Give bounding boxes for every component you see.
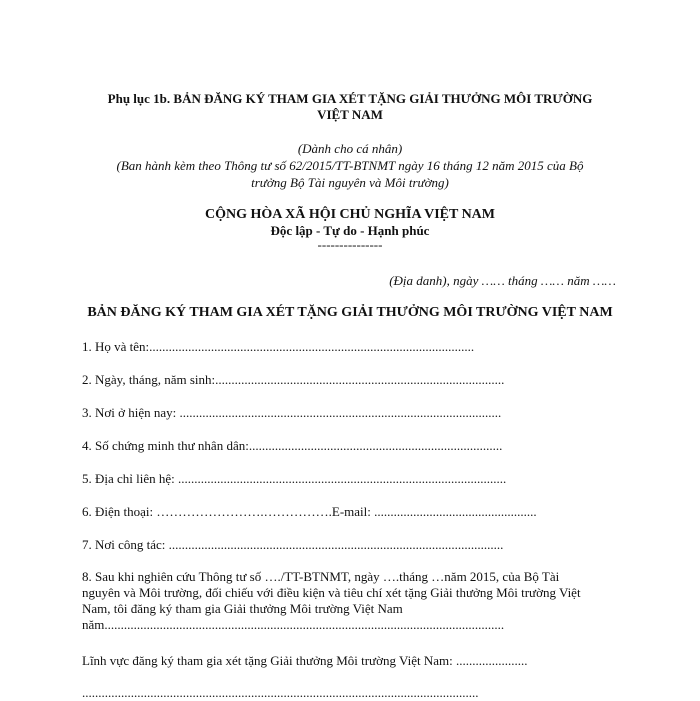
field-8-line3: Nam, tôi đăng ký tham gia Giải thưởng Môi trường Việt Nam [82, 601, 403, 616]
motto-divider: --------------- [317, 237, 383, 252]
issued-note-line2: trưởng Bộ Tài nguyên và Môi trường) [251, 175, 449, 190]
field-workplace: 7. Nơi công tác: ....................................................................................................... [82, 537, 504, 552]
field-registration-area: Lĩnh vực đăng ký tham gia xét tặng Giải thưởng Môi trường Việt Nam: ...................... [82, 653, 528, 668]
field-current-residence: 3. Nơi ở hiện nay: ................................................................................................... [82, 405, 502, 420]
form-title: BẢN ĐĂNG KÝ THAM GIA XÉT TẶNG GIẢI THƯỞNG MÔI TRƯỜNG VIỆT NAM [87, 305, 613, 320]
country-name: CỘNG HÒA XÃ HỘI CHỦ NGHĨA VIỆT NAM [204, 207, 495, 222]
appendix-title-line2: VIỆT NAM [317, 107, 383, 122]
place-date-line: (Địa danh), ngày …… tháng …… năm …… [389, 273, 616, 288]
field-continuation-dots: .......................................................................................................................... [82, 685, 479, 700]
field-8-line2: nguyên và Môi trường, đối chiếu với điều kiện và tiêu chí xét tặng Giải thưởng Môi trường Việt [82, 585, 581, 600]
field-contact-address: 5. Địa chỉ liên hệ: ..................................................................................................... [82, 471, 507, 486]
issued-note-line1: (Ban hành kèm theo Thông tư số 62/2015/TT-BTNMT ngày 16 tháng 12 năm 2015 của Bộ [116, 158, 584, 173]
for-whom-note: (Dành cho cá nhân) [297, 141, 403, 156]
national-motto: Độc lập - Tự do - Hạnh phúc [270, 223, 430, 238]
appendix-title-line1: Phụ lục 1b. BẢN ĐĂNG KÝ THAM GIA XÉT TẶNG GIẢI THƯỞNG MÔI TRƯỜNG [107, 91, 593, 106]
field-full-name: 1. Họ và tên:.................................................................................................... [82, 339, 475, 354]
field-8-line4: năm........................................................................................................................... [82, 617, 505, 632]
field-date-of-birth: 2. Ngày, tháng, năm sinh:......................................................................................... [82, 372, 505, 387]
field-id-number: 4. Số chứng minh thư nhân dân:.............................................................................. [82, 438, 503, 453]
field-8-line1: 8. Sau khi nghiên cứu Thông tư số …./TT-BTNMT, ngày ….tháng …năm 2015, của Bộ Tài [82, 569, 560, 584]
field-phone-email: 6. Điện thoại: …………………….…………….E-mail: .................................................. [82, 504, 537, 519]
